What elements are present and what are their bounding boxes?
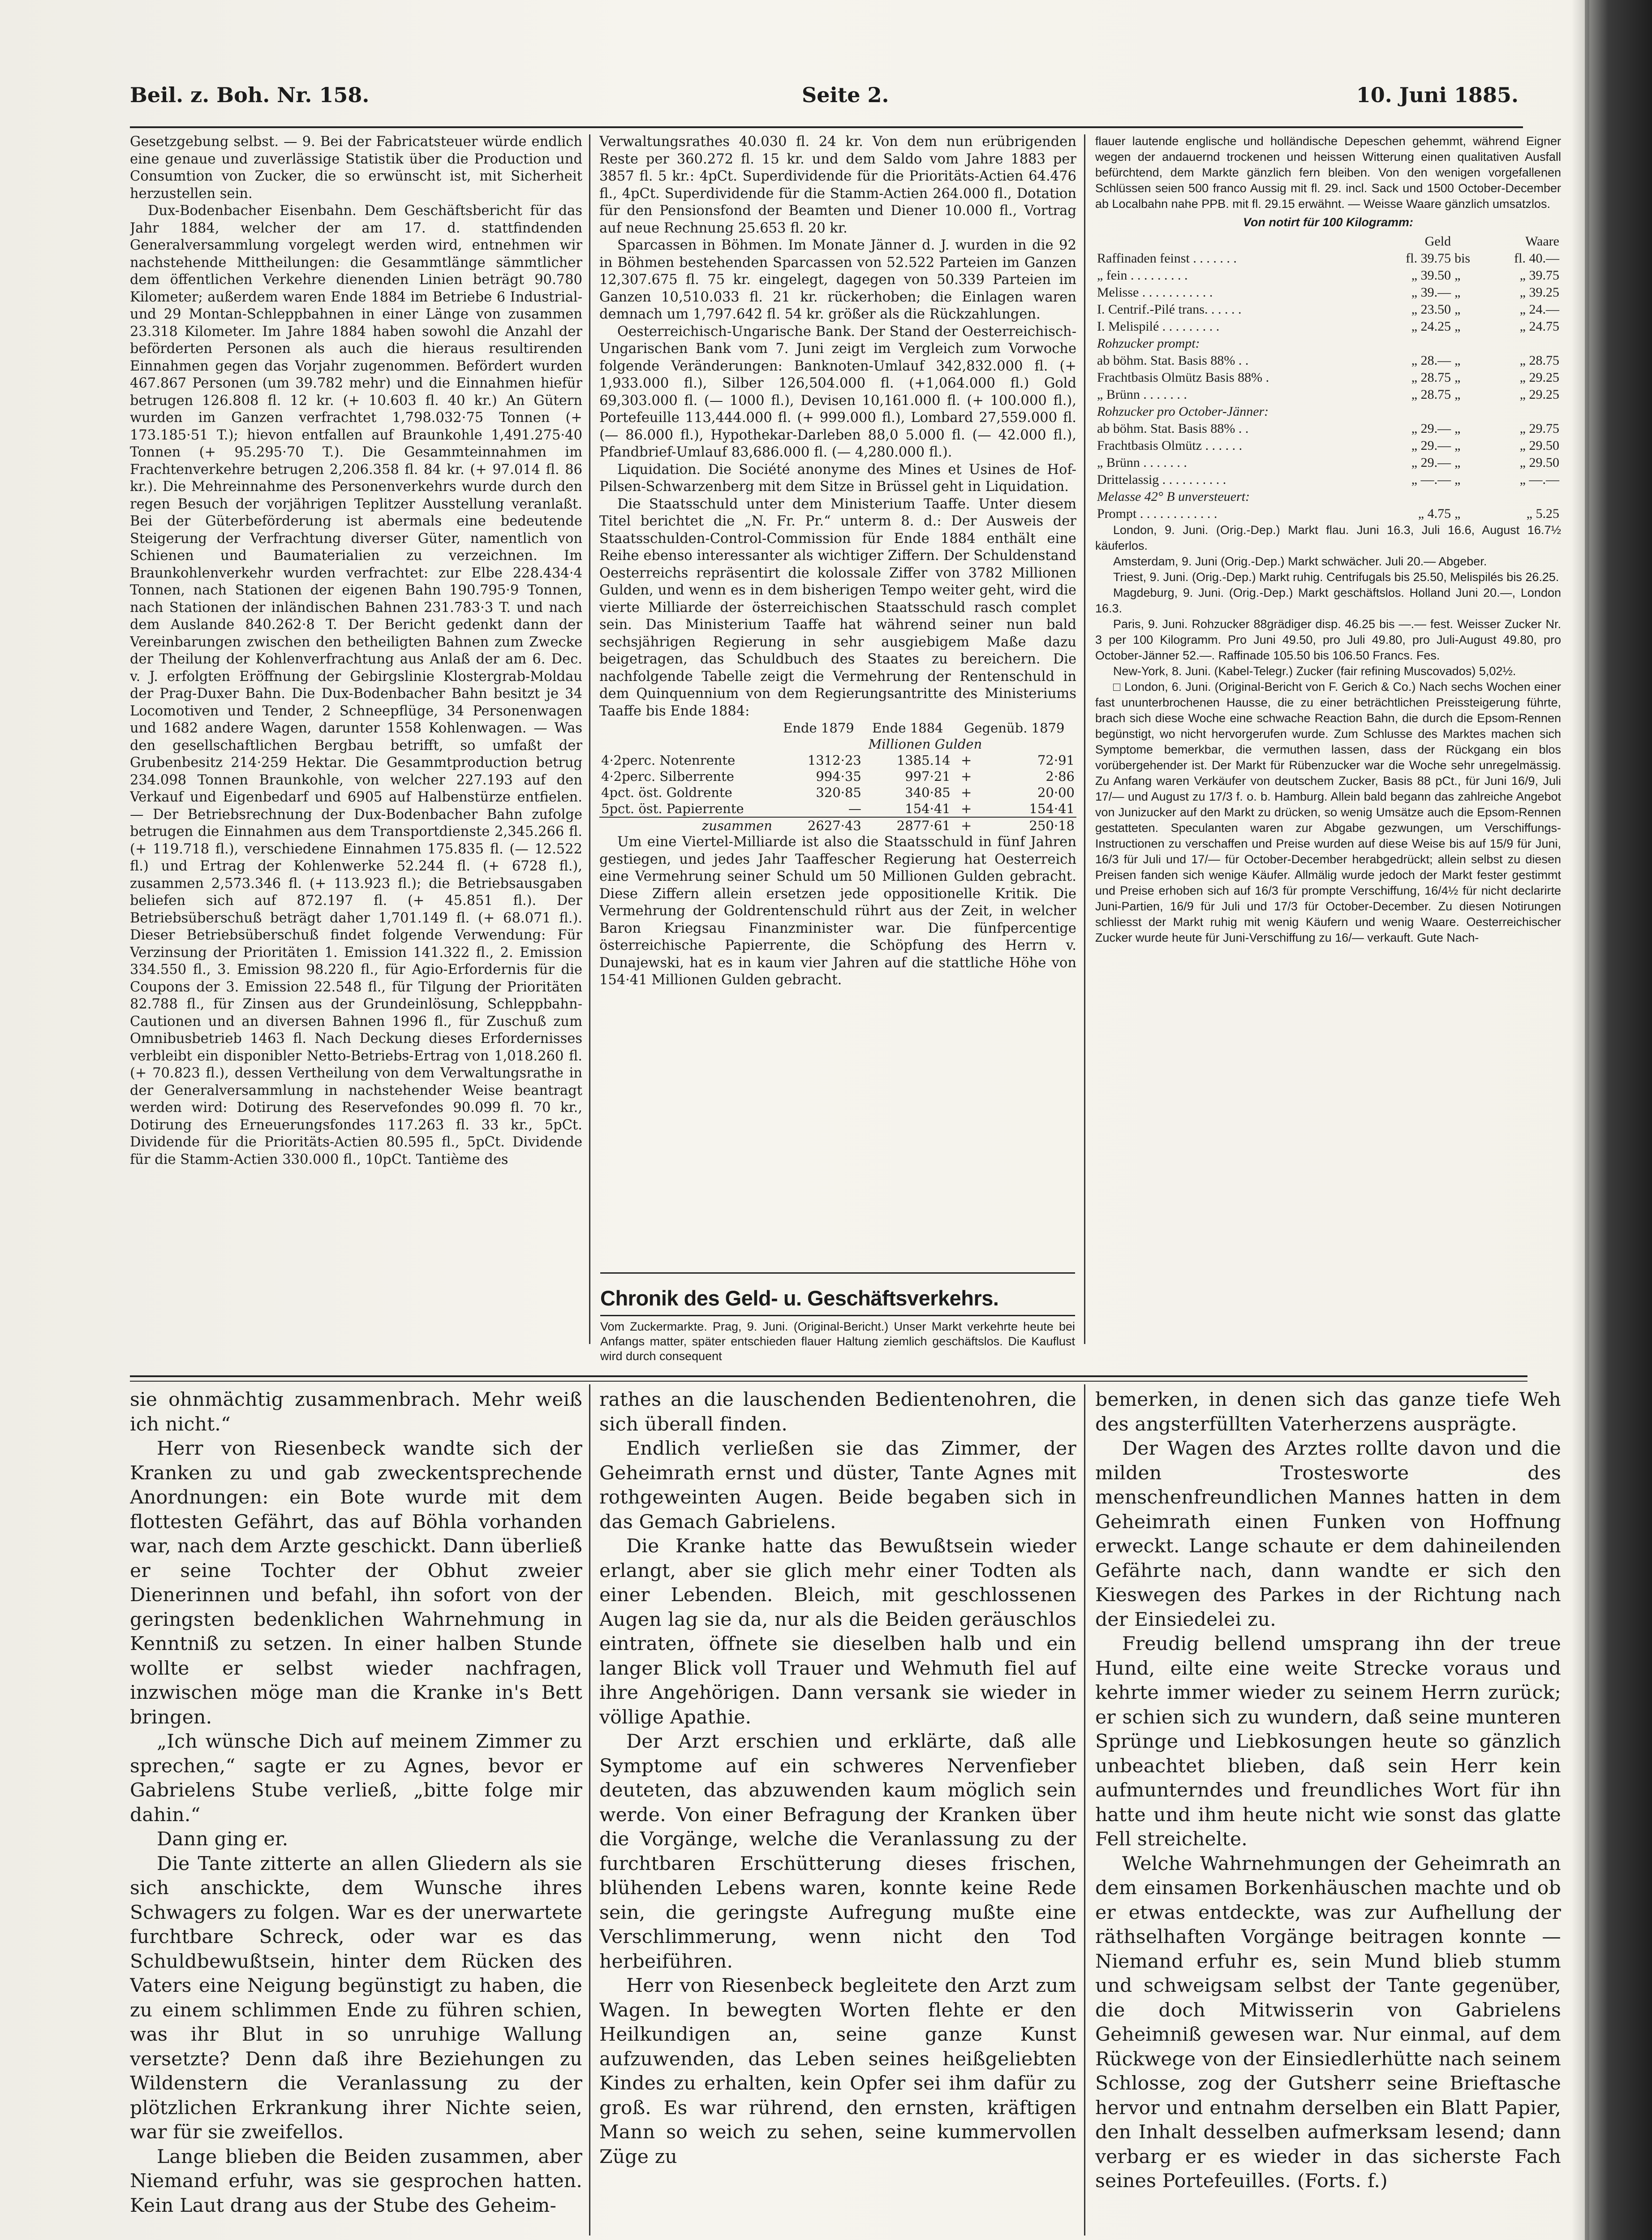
debt-label: 5pct. öst. Papierrente bbox=[601, 801, 744, 816]
price-sep: „ bbox=[1454, 506, 1461, 521]
sugar-price-table bbox=[1095, 233, 1561, 522]
price-label: Drittelassig . . . . . . . . . . bbox=[1097, 472, 1226, 487]
table-row bbox=[1095, 437, 1561, 454]
debt-value: 20·00 bbox=[1037, 785, 1075, 800]
price-sep: „ bbox=[1454, 353, 1461, 368]
column-sugar-market bbox=[1095, 134, 1561, 1370]
debt-label: 4·2perc. Notenrente bbox=[601, 753, 736, 768]
table-row-sum bbox=[599, 817, 1076, 834]
price-geld: „ 24.25 bbox=[1411, 319, 1451, 334]
story-paragraph: Die Kranke hatte das Bewußtsein wieder erlangt, aber sie glich mehr einer Todten als einer Lebenden. Bleich, mit geschlossenen Augen lag sie da, nur als die Beiden geräuschlos eintraten, öffnete sie dieselben halb und ein langer Blick voll Trauer und Wehmuth fiel auf ihre Angehörigen. Dann versank sie wieder in völlige Apathie. bbox=[599, 1535, 1076, 1728]
feuilleton-rule bbox=[130, 1375, 1527, 1377]
price-label: Frachtbasis Olmütz . . . . . . bbox=[1097, 438, 1243, 453]
price-waare: „ 29.50 bbox=[1519, 455, 1559, 470]
story-paragraph: Der Wagen des Arztes rollte davon und die milden Trostesworte des menschenfreundlichen Mannes hatten in dem Geheimrath einen Funken von Hoffnung erweckt. Lange schaute er dem dahineilenden Gefährte nach, dann wandte er sich den Kieswegen des Parkes in der Richtung nach der Einsiedelei zu. bbox=[1095, 1438, 1561, 1631]
article-sparcassen: Sparcassen in Böhmen. Im Monate Jänner d. J. wurden in die 92 in Böhmen bestehenden Sparcassen von 52.522 Parteien im Ganzen 12,307.675 fl. 75 kr. eingelegt, dagegen von 50.339 Parteien im Ganzen 10,510.033 fl. 21 kr. rückerhoben; die Einlagen waren demnach um 1,797.642 fl. 54 kr. größer als die Rückzahlungen. bbox=[599, 237, 1076, 322]
story-paragraph: rathes an die lauschenden Bedientenohren, die sich überall finden. bbox=[599, 1389, 1076, 1435]
price-waare: „ 39.75 bbox=[1519, 268, 1559, 283]
price-col-header bbox=[1453, 233, 1484, 250]
market-report-paris: Paris, 9. Juni. Rohzucker 88grädiger disp. 46.25 bis —.— fest. Weisser Zucker Nr. 3 per 100 Kilogramm. Pro Juni 49.50, pro Juli 49.80, pro Juli-August 49.80, pro October-Jänner 52.—. Raffinade 105.50 bis 106.50 Francs. Fes. bbox=[1095, 617, 1561, 662]
price-label: I. Centrif.-Pilé trans. . . . . . bbox=[1097, 302, 1242, 317]
debt-table bbox=[599, 720, 1076, 834]
debt-sign: + bbox=[961, 801, 972, 816]
feuilleton-column-2 bbox=[599, 1388, 1076, 2230]
table-row bbox=[1095, 335, 1561, 352]
column-divider-2 bbox=[1084, 134, 1085, 1344]
debt-value: 250·18 bbox=[981, 817, 1076, 834]
price-geld: „ 39.— bbox=[1411, 285, 1451, 300]
section-heading-chronik: Chronik des Geld- u. Geschäftsverkehrs. bbox=[600, 1286, 999, 1310]
story-paragraph: Die Tante zitterte an allen Gliedern als sie sich anschickte, dem Wunsche ihres Schwagers zu folgen. War es der unerwartete furchtbare Schreck, oder war es das Schuldbewußtsein, hinter dem Rücken des Vaters eine Neigung begünstigt zu haben, die zu einem schlimmen Ende zu führen schien, was ihr Blut in so unruhige Wallung versetzte? Denn daß ihre Beziehungen zu Wildenstern die Veranlassung zu der plötzlichen Erkrankung ihrer Nichte seien, war für sie zweifellos. bbox=[130, 1852, 582, 2143]
debt-table-subheader bbox=[599, 736, 1076, 752]
price-section-label: Rohzucker prompt: bbox=[1097, 336, 1200, 351]
debt-value: 154·41 bbox=[905, 801, 951, 816]
price-sep: „ bbox=[1454, 472, 1461, 487]
debt-label: 4·2perc. Silberrente bbox=[601, 769, 734, 784]
price-sep: „ bbox=[1454, 387, 1461, 402]
article-bank: Oesterreichisch-Ungarische Bank. Der Stand der Oesterreichisch-Ungarischen Bank vom 7. Juni zeigt im Vergleich zum Vorwoche folgende Veränderungen: Banknoten-Umlauf 342,832.000 fl. (+ 1,933.000 fl.), Silber 126,504.000 fl. (+1,064.000 fl.) Gold 69,303.000 fl. (— 1000 fl.), Devisen 10,161.000 fl. (+ 100.000 fl.), Portefeuille 113,444.000 fl. (+ 999.000 fl.), Lombard 27,559.000 fl. (— 86.000 fl.), Hypothekar-Darleben 88,0 5.000 fl. (— 42.000 fl.), Pfandbrief-Umlauf 83,686.000 fl. (— 4,280.000 fl.). bbox=[599, 323, 1076, 460]
price-geld: „ —.— bbox=[1411, 472, 1451, 487]
market-text: flauer lautende englische und holländische Depeschen gehemmt, während Eigner wegen der andauernd trockenen und heissen Witterung einen qualitativen Ausfall befürchtend, dem Markte gänzlich fern bleiben. Von den wenigen vorgefallenen Schlüssen seien 500 franco Aussig mit fl. 29. incl. Sack und 1500 October-December ab Localbahn nahe PPB. mit fl. 29.15 erwähnt. — Weisse Waare gänzlich umsatzlos. bbox=[1095, 134, 1561, 211]
table-row bbox=[1095, 250, 1561, 267]
price-label: „ fein . . . . . . . . . bbox=[1097, 268, 1188, 283]
debt-label: 4pct. öst. Goldrente bbox=[601, 785, 732, 800]
table-row bbox=[1095, 488, 1561, 505]
price-waare: „ 24.75 bbox=[1519, 319, 1559, 334]
debt-value: 2627·43 bbox=[774, 817, 863, 834]
table-row bbox=[1095, 505, 1561, 522]
market-report-amsterdam: Amsterdam, 9. Juni (Orig.-Dep.) Markt schwächer. Juli 20.— Abgeber. bbox=[1113, 555, 1487, 568]
price-waare: „ 5.25 bbox=[1526, 506, 1559, 521]
market-report-newyork: New-York, 8. Juni. (Kabel-Telegr.) Zucker (fair refining Muscovados) 5,02½. bbox=[1113, 664, 1516, 678]
price-waare: „ 39.25 bbox=[1519, 285, 1559, 300]
debt-sign: + bbox=[952, 817, 981, 834]
feuilleton-rule-thin bbox=[130, 1381, 1527, 1382]
page-number: Seite 2. bbox=[802, 83, 889, 107]
price-geld: „ 39.50 bbox=[1411, 268, 1451, 283]
debt-value: 72·91 bbox=[1037, 753, 1075, 768]
price-label: „ Brünn . . . . . . . bbox=[1097, 455, 1187, 470]
zuckermarkt-intro: Vom Zuckermarkte. Prag, 9. Juni. (Original-Bericht.) Unser Markt verkehrte heute bei Anfangs matter, später entschieden flauer Haltung ziemlich geschäftslos. Die Kauflust wird durch consequent bbox=[600, 1320, 1075, 1363]
issue-reference: Beil. z. Boh. Nr. 158. bbox=[130, 83, 370, 107]
article-text: Verwaltungsrathes 40.030 fl. 24 kr. Von dem nun erübrigenden Reste per 360.272 fl. 15 kr. und dem Saldo vom Jahre 1883 per 3857 fl. 5 kr.: 4pCt. Superdividende für die Prioritäts-Actien 64.476 fl., 4pCt. Superdividende für die Stamm-Actien 264.000 fl., Dotation für den Pensionsfond der Beamten und Diener 10.000 fl., Vortrag auf neue Rechnung 25.653 fl. 20 kr. bbox=[599, 134, 1076, 236]
table-row bbox=[599, 801, 1076, 817]
price-geld: fl. 39.75 bbox=[1406, 251, 1451, 266]
market-report-triest: Triest, 9. Juni. (Orig.-Dep.) Markt ruhig. Centrifugals bis 25.50, Melispilés bis 26.25. bbox=[1113, 570, 1559, 584]
price-label: ab böhm. Stat. Basis 88% . . bbox=[1097, 353, 1249, 368]
price-label: Prompt . . . . . . . . . . . . bbox=[1097, 506, 1217, 521]
debt-sign: + bbox=[961, 753, 972, 768]
table-row bbox=[1095, 369, 1561, 386]
table-row bbox=[1095, 420, 1561, 437]
price-section-label: Rohzucker pro October-Jänner: bbox=[1097, 404, 1269, 419]
price-table-title: Von notirt für 100 Kilogramm: bbox=[1243, 215, 1414, 229]
story-paragraph: „Ich wünsche Dich auf meinem Zimmer zu sprechen,“ sagte er zu Agnes, bevor er Gabrielens Stube verließ, „bitte folge mir dahin.“ bbox=[130, 1731, 582, 1826]
column-divider-1 bbox=[589, 134, 590, 1344]
price-sep: „ bbox=[1454, 370, 1461, 385]
debt-header-cell bbox=[599, 720, 774, 736]
story-paragraph: Herr von Riesenbeck wandte sich der Kranken zu und gab zweckentsprechende Anordnungen: ein Bote wurde mit dem flottesten Gefährt, das auf Böhla vorhanden war, nach dem Arzte geschickt. Dann überließ er seine Tochter der Obhut zweier Dienerinnen und befahl, ihn sofort von der geringsten bedenklichen Wahrnehmung in Kenntniß zu setzen. In einer halben Stunde wollte er selbst wieder nachfragen, inzwischen möge man die Kranke in's Bett bringen. bbox=[130, 1438, 582, 1728]
market-report-london: London, 9. Juni. (Orig.-Dep.) Markt flau. Juni 16.3, Juli 16.6, August 16.7½ käuferlos. bbox=[1095, 523, 1561, 552]
price-label: Melisse . . . . . . . . . . . bbox=[1097, 285, 1213, 300]
price-waare: „ 24.— bbox=[1519, 302, 1559, 317]
table-row bbox=[1095, 318, 1561, 335]
story-paragraph: Freudig bellend umsprang ihn der treue Hund, eilte eine weite Strecke voraus und kehrte immer wieder zu seinem Herrn zurück; er schien sich zu wundern, daß seine munteren Sprünge und Liebkosungen heute so gänzlich unbeachtet blieben, daß sein Herr kein aufmunterndes und freundliches Wort für ihn hatte und ihm heute nicht wie sonst das glatte Fell streichelte. bbox=[1095, 1633, 1561, 1850]
debt-table-header bbox=[599, 720, 1076, 736]
price-label: I. Melispilé . . . . . . . . . bbox=[1097, 319, 1220, 334]
price-geld: „ 29.— bbox=[1411, 438, 1451, 453]
story-paragraph: bemerken, in denen sich das ganze tiefe Weh des angsterfüllten Vaterherzens ausprägte. bbox=[1095, 1389, 1561, 1435]
table-row bbox=[1095, 301, 1561, 318]
table-row bbox=[1095, 386, 1561, 403]
price-geld: „ 29.— bbox=[1411, 421, 1451, 436]
table-row bbox=[599, 784, 1076, 801]
story-paragraph: Endlich verließen sie das Zimmer, der Geheimrath ernst und düster, Tante Agnes mit rothgeweinten Augen. Beide begaben sich in das Gemach Gabrielens. bbox=[599, 1438, 1076, 1533]
article-dux-bodenbacher: Dux-Bodenbacher Eisenbahn. Dem Geschäftsbericht für das Jahr 1884, welcher der am 17. d. stattfindenden Generalversammlung vorgelegt werden wird, entnehmen wir nachstehende Mittheilungen: die Gesammtlänge sämmtlicher dem öffentlichen Verkehre dienenden Linien beträgt 90.780 Kilometer; außerdem waren Ende 1884 im Betriebe 6 Industrial- und 29 Montan-Schleppbahnen in einer Länge von zusammen 23.318 Kilometer. Im Jahre 1884 haben sowohl die Anzahl der beförderten Personen als auch die hieraus resultirenden Einnahmen gegen das Vorjahr zugenommen. Befördert wurden 467.867 Personen (um 39.782 mehr) und die Einnahmen hiefür betrugen 126.808 fl. 12 kr. (+ 10.603 fl. 40 kr.) An Gütern wurden im Ganzen verfrachtet 1,798.032·75 Tonnen (+ 173.185·51 T.); hievon entfallen auf Braunkohle 1,491.275·40 Tonnen (+ 95.295·70 T.). Die Gesammteinnahmen im Frachtenverkehre betrugen 2,206.358 fl. 84 kr. (+ 97.014 fl. 86 kr.). Die Mehreinnahme des Personenverkehrs wurde durch den regen Besuch der vorjährigen Teplitzer Ausstellung veranlaßt. Bei der Güterbeförderung ist abermals eine bedeutende Steigerung der Verfrachtung diverser Güter, namentlich von Schienen und Baumaterialien zu verzeichnen. Im Braunkohlenverkehr wurden verfrachtet: zur Elbe 228.434·4 Tonnen, nach Stationen der eigenen Bahn 190.795·9 Tonnen, nach Stationen der inländischen Bahnen 231.783·3 T. und nach dem Auslande 840.262·8 T. Der Bericht gedenkt dann der Vereinbarungen zwischen den betheiligten Bahnen zum Zwecke der Theilung der Kohlenverfrachtung aus Anlaß der am 6. Dec. v. J. erfolgten Eröffnung der Gebirgslinie Klostergrab-Moldau der Prag-Duxer Bahn. Die Dux-Bodenbacher Bahn besitzt je 34 Locomotiven und Tender, 2 Schneepflüge, 34 Personenwagen und 1682 andere Wagen, darunter 1558 Kohlenwagen. — Was den gesellschaftlichen Bergbau betrifft, so umfaßt der Grubenbesitz 214·259 Hektar. Die Gesammtproduction betrug 234.098 Tonnen Braunkohle, von welcher 227.193 auf den Verkauf und Eigenbedarf und 6905 auf Halbenstürze entfielen. — Der Betriebsrechnung der Dux-Bodenbacher Bahn zufolge betrugen die Einnahmen aus dem Transportdienste 2,345.266 fl. (+ 119.718 fl.), verschiedene Einnahmen 175.835 fl. (— 12.522 fl.) und Ertrag der Kohlenwerke 52.244 fl. (+ 6728 fl.), zusammen 2,573.346 fl. (+ 113.923 fl.); die Betriebsausgaben beliefen sich auf 872.197 fl. (+ 45.851 fl.). Der Betriebsüberschuß beträgt daher 1,701.149 fl. (+ 68.071 fl.). Dieser Betriebsüberschuß findet folgende Verwendung: Für Verzinsung der Prioritäten 1. Emission 141.322 fl., 2. Emission 334.550 fl., 3. Emission 98.220 fl., für Agio-Erfordernis für die Coupons der 3. Emission 22.548 fl., für Tilgung der Prioritäten 82.788 fl., für Zinsen aus der Grundeinlösung, Schleppbahn-Cautionen und an diversen Bahnen 1996 fl., für Zuschuß zum Omnibusbetrieb 1463 fl. Nach Deckung dieses Erfordernisses verbleibt ein disponibler Netto-Betriebs-Ertrag von 1,018.260 fl. (+ 70.823 fl.), dessen Vertheilung von dem Verwaltungsrathe in der Generalversammlung in nachstehender Weise beantragt werden wird: Dotirung des Reservefondes 90.099 fl. 70 kr., Dotirung des Erneuerungsfondes 117.263 fl. 33 kr., 5pCt. Dividende für die Prioritäts-Actien 80.595 fl., 5pCt. Dividende für die Stamm-Actien 330.000 fl., 10pCt. Tantième des bbox=[130, 203, 582, 1167]
table-row bbox=[1095, 267, 1561, 284]
price-sep: „ bbox=[1454, 455, 1461, 470]
price-waare: „ 29.50 bbox=[1519, 438, 1559, 453]
price-geld: „ 29.— bbox=[1411, 455, 1451, 470]
price-section-label: Melasse 42° B unversteuert: bbox=[1097, 489, 1250, 504]
table-row bbox=[599, 752, 1076, 768]
story-paragraph: Welche Wahrnehmungen der Geheimrath an dem einsamen Borkenhäuschen machte und ob er etwas entdeckte, was zur Aufhellung der räthselhaften Vorgänge beitragen konnte — Niemand erfuhr es, sein Mund blieb stumm und schweigsam selbst der Tante gegenüber, die doch Mitwisserin von Gabrielens Geheimniß gewesen war. Nur einmal, auf dem Rückwege von der Einsiedlerhütte nach seinem Schlosse, zog der Gutsherr seine Brieftasche hervor und entnahm derselben ein Blatt Papier, den Inhalt desselben aufmerksam lesend; dann verbarg er es wieder in das sicherste Fach seines Portefeuilles. (Forts. f.) bbox=[1095, 1852, 1561, 2192]
table-row bbox=[1095, 284, 1561, 301]
story-paragraph: Herr von Riesenbeck begleitete den Arzt zum Wagen. In bewegten Worten flehte er den Heilkundigen an, seine ganze Kunst aufzuwenden, das Leben seines heißgeliebten Kindes zu erhalten, kein Opfer sei ihm dafür zu groß. Es war rührend, den ernsten, kräftigen Mann so weich zu sehen, seine kummervollen Züge zu bbox=[599, 1975, 1076, 2168]
price-sep: „ bbox=[1454, 268, 1461, 283]
price-label: Raffinaden feinst . . . . . . . bbox=[1097, 251, 1237, 266]
price-waare: „ 29.25 bbox=[1519, 370, 1559, 385]
debt-value: 997·21 bbox=[905, 769, 951, 784]
debt-header-cell: Ende 1879 bbox=[783, 720, 854, 736]
market-report-magdeburg: Magdeburg, 9. Juni. (Orig.-Dep.) Markt geschäftslos. Holland Juni 20.—, London 16.3. bbox=[1095, 586, 1561, 615]
price-label: ab böhm. Stat. Basis 88% . . bbox=[1097, 421, 1249, 436]
price-waare: „ 29.25 bbox=[1519, 387, 1559, 402]
debt-value: 320·85 bbox=[816, 785, 861, 800]
header-rule bbox=[130, 126, 1523, 128]
table-row bbox=[1095, 471, 1561, 488]
table-row bbox=[599, 768, 1076, 784]
chronik-rule bbox=[600, 1315, 1075, 1316]
column-divider-lower-1 bbox=[589, 1384, 590, 2236]
article-liquidation: Liquidation. Die Société anonyme des Mines et Usines de Hof-Pilsen-Schwarzenberg mit dem Sitze in Brüssel geht in Liquidation. bbox=[599, 461, 1076, 495]
debt-sign: + bbox=[961, 769, 972, 784]
debt-sign: + bbox=[961, 785, 972, 800]
price-waare: „ 29.75 bbox=[1519, 421, 1559, 436]
price-geld: „ 28.— bbox=[1411, 353, 1451, 368]
price-sep: bis bbox=[1454, 251, 1471, 266]
price-geld: „ 28.75 bbox=[1411, 387, 1451, 402]
price-sep: „ bbox=[1454, 319, 1461, 334]
price-geld: „ 4.75 bbox=[1418, 506, 1451, 521]
debt-value: 2877·61 bbox=[863, 817, 952, 834]
debt-label: zusammen bbox=[599, 817, 774, 834]
debt-value: 994·35 bbox=[816, 769, 861, 784]
price-geld: „ 28.75 bbox=[1411, 370, 1451, 385]
table-row bbox=[1095, 403, 1561, 420]
price-label: Frachtbasis Olmütz Basis 88% . bbox=[1097, 370, 1269, 385]
debt-value: 1312·23 bbox=[807, 753, 861, 768]
price-waare: „ 28.75 bbox=[1519, 353, 1559, 368]
price-sep: „ bbox=[1454, 421, 1461, 436]
debt-unit: Millionen Gulden bbox=[868, 737, 982, 752]
debt-value: 340·85 bbox=[905, 785, 951, 800]
price-sep: „ bbox=[1454, 438, 1461, 453]
column-economy-2 bbox=[599, 134, 1076, 1280]
chronik-rule bbox=[600, 1272, 1075, 1274]
debt-value: 1385.14 bbox=[896, 753, 951, 768]
story-paragraph: sie ohnmächtig zusammenbrach. Mehr weiß ich nicht.“ bbox=[130, 1389, 582, 1435]
article-staatsschuld: Die Staatsschuld unter dem Ministerium Taaffe. Unter diesem Titel berichtet die „N. Fr. Pr.“ unterm 8. d.: Der Ausweis der Staatsschulden-Control-Commission für Ende 1884 enthält eine Reihe ebenso interessanter als wichtiger Ziffern. Der Schuldenstand Oesterreichs repräsentirt die kolossale Ziffer von 3782 Millionen Gulden, und wenn es in dem bisherigen Tempo weiter geht, wird die vierte Milliarde der österreichischen Staatsschuld rasch complet sein. Das Ministerium Taaffe hat während seiner nun bald sechsjährigen Regierung in sehr ausgiebigem Maße dazu beigetragen, das Schuldbuch des Staates zu bereichern. Die nachfolgende Tabelle zeigt die Vermehrung der Rentenschuld in dem Quinquennium von dem Regierungsantritte des Ministeriums Taaffe bis Ende 1884: bbox=[599, 496, 1076, 719]
feuilleton-column-1 bbox=[130, 1388, 582, 2230]
price-col-header: Waare bbox=[1525, 234, 1559, 249]
issue-date: 10. Juni 1885. bbox=[1356, 83, 1519, 107]
column-economy-1 bbox=[130, 134, 582, 1339]
price-sep: „ bbox=[1454, 302, 1461, 317]
story-paragraph: Lange blieben die Beiden zusammen, aber Niemand erfuhr, was sie gesprochen hatten. Kein Laut drang aus der Stube des Geheim- bbox=[130, 2145, 582, 2217]
column-divider-lower-2 bbox=[1084, 1384, 1085, 2236]
table-header-row bbox=[1095, 233, 1561, 250]
story-paragraph: Der Arzt erschien und erklärte, daß alle Symptome auf ein schweres Nervenfieber deuteten, das abzuwenden kaum möglich sein werde. Von einer Befragung der Kranken über die Vorgänge, welche die Veranlassung zu der furchtbaren Erschütterung dieses frischen, blühenden Lebens waren, konnte keine Rede sein, die geringste Aufregung mußte eine Verschlimmerung, wenn nicht den Tod herbeiführen. bbox=[599, 1731, 1076, 1973]
chronik-intro bbox=[600, 1319, 1075, 1369]
market-report-london-gerich: □ London, 6. Juni. (Original-Bericht von F. Gerich & Co.) Nach sechs Wochen einer fast ununterbrochenen Hausse, die zu einer beträchtlichen Preissteigerung führte, brach sich diese Woche eine schwache Reaction Bahn, die durch die Epsom-Rennen begünstigt, wo nicht hervorgerufen wurde. Zum Schlusse des Marktes machen sich Symptome bemerkbar, die vermuthen lassen, dass der Rückgang ein blos vorübergehender ist. Der Markt für Rübenzucker war die Woche sehr unregelmässig. Zu Anfang waren Verkäufer von deutschem Zucker, Basis 88 pCt., für Juni 16/9, Juli 17/— und August zu 17/3 f. o. b. Hamburg. Allein bald begann das zahlreiche Angebot von Junizucker auf den Markt zu drücken, so wenig Umsätze auch die Epsom-Rennen gestatteten. Speculanten waren zur Abgabe gezwungen, um Verschiffungs-Instructionen zu verschaffen und Preise wurden auf diese Weise bis auf 15/9 für Juni, 16/3 für Juli und 17/— für October-December herabgedrückt; allein selbst zu diesen Preisen fanden sich wenige Käufer. Allmälig wurde jedoch der Markt fester gestimmt und Preise erhoben sich auf 16/3 für prompte Verschiffung, 16/4½ für nicht declarirte Juni-Partien, 16/9 für Juli und 17/3 für October-December. Zu diesen Notirungen schliesst der Markt ruhig mit wenig Käufern und wenig Waare. Oesterreichischer Zucker wurde heute für Juni-Verschiffung zu 16/— verkauft. Gute Nach- bbox=[1095, 680, 1561, 944]
feuilleton-column-3 bbox=[1095, 1388, 1561, 2230]
story-paragraph: Dann ging er. bbox=[157, 1828, 288, 1850]
table-row bbox=[1095, 454, 1561, 471]
price-waare: fl. 40.— bbox=[1514, 251, 1559, 266]
debt-value: 154·41 bbox=[1029, 801, 1075, 816]
price-sep: „ bbox=[1454, 285, 1461, 300]
price-geld: „ 23.50 bbox=[1411, 302, 1451, 317]
debt-value: 2·86 bbox=[1045, 769, 1075, 784]
debt-header-cell: Ende 1884 bbox=[872, 720, 943, 736]
debt-value: — bbox=[848, 801, 861, 816]
price-label: „ Brünn . . . . . . . bbox=[1097, 387, 1187, 402]
scanner-dark-edge bbox=[1585, 0, 1652, 2240]
table-row bbox=[1095, 352, 1561, 369]
price-waare: „ —.— bbox=[1519, 472, 1559, 487]
article-text: Um eine Viertel-Milliarde ist also die Staatsschuld in fünf Jahren gestiegen, und jedes Jahr Taaffescher Regierung hat Oesterreich eine Vermehrung seiner Schuld um 50 Millionen Gulden gebracht. Diese Ziffern allein ersetzen jede oppositionelle Kritik. Die Vermehrung der Goldrentenschuld rührt aus der Zeit, in welcher Baron Kriegsau Finanzminister war. Die fünfpercentige österreichische Papierrente, die Schöpfung des Herrn v. Dunajewski, hat es in kaum vier Jahren auf die stattliche Höhe von 154·41 Millionen Gulden gebracht. bbox=[599, 834, 1076, 988]
article-text: Gesetzgebung selbst. — 9. Bei der Fabricatsteuer würde endlich eine genaue und zuverlässige Statistik über die Production und Consumtion von Zucker, die so erwünscht ist, mit Sicherheit herzustellen sein. bbox=[130, 134, 582, 202]
page-header bbox=[130, 83, 1519, 119]
price-col-header: Geld bbox=[1424, 234, 1451, 249]
price-col-header bbox=[1095, 233, 1375, 250]
debt-header-cell: Gegenüb. 1879 bbox=[964, 720, 1065, 736]
